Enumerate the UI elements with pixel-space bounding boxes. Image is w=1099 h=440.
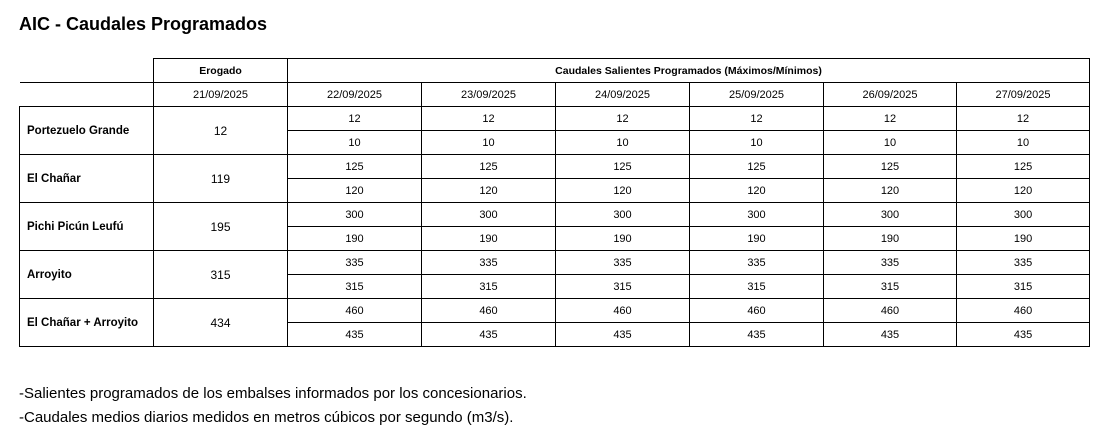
min-value: 315 <box>288 275 422 299</box>
table-row-max <box>20 155 1090 179</box>
max-value: 125 <box>690 155 824 179</box>
max-value: 460 <box>556 299 690 323</box>
min-value: 120 <box>288 179 422 203</box>
max-value: 335 <box>422 251 556 275</box>
dam-name: Pichi Picún Leufú <box>20 203 154 251</box>
corner-cell <box>20 59 154 83</box>
max-value: 125 <box>288 155 422 179</box>
max-value: 460 <box>824 299 957 323</box>
min-value: 10 <box>690 131 824 155</box>
min-value: 10 <box>957 131 1090 155</box>
erogado-value: 434 <box>154 299 288 347</box>
min-value: 10 <box>556 131 690 155</box>
date-header: 22/09/2025 <box>288 83 422 107</box>
min-value: 315 <box>422 275 556 299</box>
table-row-max <box>20 251 1090 275</box>
min-value: 315 <box>957 275 1090 299</box>
date-header: 25/09/2025 <box>690 83 824 107</box>
erogado-value: 315 <box>154 251 288 299</box>
min-value: 435 <box>288 323 422 347</box>
header-row-labels <box>20 59 1090 83</box>
max-value: 460 <box>288 299 422 323</box>
min-value: 435 <box>824 323 957 347</box>
min-value: 190 <box>824 227 957 251</box>
corner-cell <box>20 83 154 107</box>
min-value: 120 <box>824 179 957 203</box>
caudales-table <box>19 58 1090 347</box>
max-value: 12 <box>957 107 1090 131</box>
erogado-value: 12 <box>154 107 288 155</box>
erogado-header: Erogado <box>154 59 288 83</box>
max-value: 12 <box>288 107 422 131</box>
date-header: 24/09/2025 <box>556 83 690 107</box>
min-value: 435 <box>422 323 556 347</box>
max-value: 460 <box>422 299 556 323</box>
min-value: 120 <box>690 179 824 203</box>
erogado-date: 21/09/2025 <box>154 83 288 107</box>
erogado-value: 119 <box>154 155 288 203</box>
date-header: 23/09/2025 <box>422 83 556 107</box>
max-value: 460 <box>690 299 824 323</box>
table-row-max <box>20 299 1090 323</box>
dam-name: El Chañar + Arroyito <box>20 299 154 347</box>
footnote: -Salientes programados de los embalses informados por los concesionarios. <box>19 385 527 402</box>
min-value: 190 <box>556 227 690 251</box>
dam-name: El Chañar <box>20 155 154 203</box>
min-value: 10 <box>422 131 556 155</box>
max-value: 125 <box>556 155 690 179</box>
min-value: 435 <box>556 323 690 347</box>
max-value: 300 <box>288 203 422 227</box>
header-row-dates <box>20 83 1090 107</box>
max-value: 335 <box>556 251 690 275</box>
max-value: 12 <box>422 107 556 131</box>
footnotes <box>19 382 527 430</box>
min-value: 120 <box>957 179 1090 203</box>
max-value: 335 <box>957 251 1090 275</box>
max-value: 125 <box>824 155 957 179</box>
max-value: 12 <box>556 107 690 131</box>
min-value: 315 <box>824 275 957 299</box>
max-value: 125 <box>422 155 556 179</box>
max-value: 300 <box>422 203 556 227</box>
footnote: -Caudales medios diarios medidos en metros cúbicos por segundo (m3/s). <box>19 409 514 426</box>
min-value: 120 <box>422 179 556 203</box>
table-row-max <box>20 107 1090 131</box>
min-value: 315 <box>556 275 690 299</box>
min-value: 10 <box>288 131 422 155</box>
min-value: 435 <box>957 323 1090 347</box>
page-title: AIC - Caudales Programados <box>19 14 268 34</box>
min-value: 315 <box>690 275 824 299</box>
min-value: 190 <box>288 227 422 251</box>
max-value: 300 <box>957 203 1090 227</box>
dam-name: Portezuelo Grande <box>20 107 154 155</box>
max-value: 12 <box>690 107 824 131</box>
table-row-max <box>20 203 1090 227</box>
min-value: 190 <box>957 227 1090 251</box>
min-value: 10 <box>824 131 957 155</box>
min-value: 190 <box>690 227 824 251</box>
max-value: 335 <box>824 251 957 275</box>
max-value: 300 <box>824 203 957 227</box>
dam-name: Arroyito <box>20 251 154 299</box>
date-header: 26/09/2025 <box>824 83 957 107</box>
max-value: 335 <box>288 251 422 275</box>
min-value: 190 <box>422 227 556 251</box>
erogado-value: 195 <box>154 203 288 251</box>
max-value: 300 <box>556 203 690 227</box>
max-value: 12 <box>824 107 957 131</box>
min-value: 120 <box>556 179 690 203</box>
date-header: 27/09/2025 <box>957 83 1090 107</box>
programados-header: Caudales Salientes Programados (Máximos/Mínimos) <box>288 59 1090 83</box>
max-value: 460 <box>957 299 1090 323</box>
max-value: 335 <box>690 251 824 275</box>
max-value: 125 <box>957 155 1090 179</box>
max-value: 300 <box>690 203 824 227</box>
min-value: 435 <box>690 323 824 347</box>
